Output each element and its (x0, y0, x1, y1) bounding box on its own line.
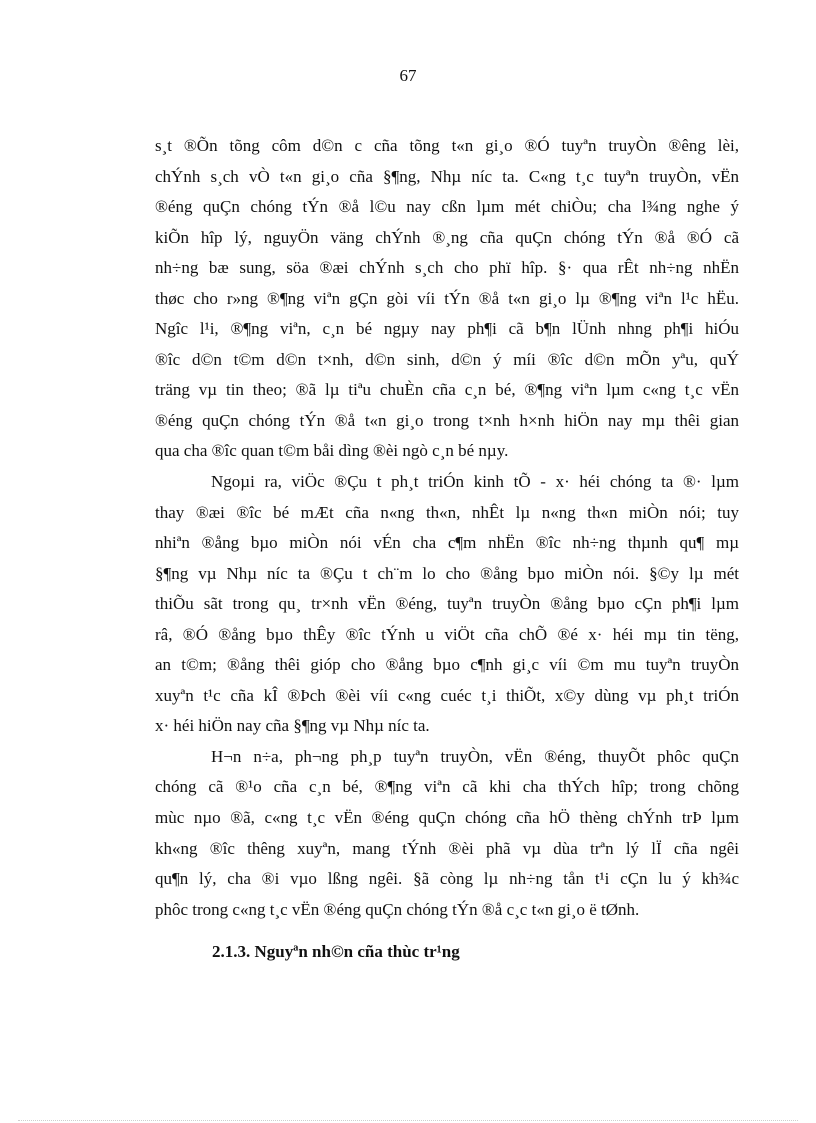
text-line: mùc nµo ®ã, c«ng t¸c vËn ®éng quÇn chóng cña hÖ thèng chÝnh trÞ lµm (155, 808, 739, 828)
text-line: thøc cho r»ng ®¶ng viªn gÇn gòi víi tÝn ®å t«n gi¸o lµ ®¶ng viªn l¹c hËu. (155, 288, 739, 308)
text-line: s¸t ®Õn tõng côm d©n c cña tõng t«n gi¸o ®Ó tuyªn truyÒn ®êng lèi, (155, 136, 739, 155)
text-line: qua cha ®îc quan t©m båi dìng ®èi ngò c¸n bé nµy. (155, 441, 509, 461)
page-bottom-divider (18, 1120, 798, 1121)
section-heading: 2.1.3. Nguyªn nh©n cña thùc tr¹ng (212, 942, 460, 961)
text-line: thiÕu sãt trong qu¸ tr×nh vËn ®éng, tuyªn truyÒn ®ång bµo cÇn ph¶i lµm (155, 594, 739, 614)
text-line: phôc trong c«ng t¸c vËn ®éng quÇn chóng tÝn ®å c¸c t«n gi¸o ë tØnh. (155, 899, 640, 919)
text-line: ®éng quÇn chóng tÝn ®å l©u nay cßn lµm mét chiÒu; cha l¾ng nghe ý (155, 197, 739, 217)
text-line: chóng cã ®¹o cña c¸n bé, ®¶ng viªn cã khi cha thÝch hîp; trong chõng (155, 777, 739, 797)
text-line: Ngoµi ra, viÖc ®Çu t ph¸t triÓn kinh tÕ - x· héi chóng ta ®· lµm (211, 472, 739, 492)
text-line: H¬n n÷a, ph¬ng ph¸p tuyªn truyÒn, vËn ®éng, thuyÕt phôc quÇn (211, 746, 739, 766)
text-line: thay ®æi ®îc bé mÆt cña n«ng th«n, nhÊt lµ n«ng th«n miÒn nói; tuy (155, 502, 739, 522)
text-line: Ngîc l¹i, ®¶ng viªn, c¸n bé ngµy nay ph¶i cã b¶n lÜnh nhng ph¶i hiÓu (155, 319, 739, 339)
text-line: nh÷ng bæ sung, söa ®æi chÝnh s¸ch cho phï hîp. §· qua rÊt nh÷ng nhËn (155, 258, 739, 278)
page-number: 67 (399, 66, 417, 85)
text-line: xuyªn t¹c cña kÎ ®Þch ®èi víi c«ng cuéc t¸i thiÕt, x©y dùng vµ ph¸t triÓn (155, 685, 739, 705)
body-text (155, 131, 739, 925)
text-line: chÝnh s¸ch vÒ t«n gi¸o cña §¶ng, Nhµ níc ta. C«ng t¸c tuyªn truyÒn, vËn (155, 166, 739, 186)
paragraph (155, 742, 739, 925)
text-line: kiÕn hîp lý, nguyÖn väng chÝnh ®¸ng cña quÇn chóng tÝn ®å ®Ó cã (155, 227, 739, 247)
text-line: träng vµ tin theo; ®ã lµ tiªu chuÈn cña c¸n bé, ®¶ng viªn lµm c«ng t¸c vËn (155, 380, 739, 400)
text-line: ®îc d©n t©m d©n t×nh, d©n sinh, d©n ý míi ®îc d©n mÕn yªu, quÝ (155, 349, 739, 369)
text-line: an t©m; ®ång thêi gióp cho ®ång bµo c¶nh gi¸c víi ©m mu tuyªn truyÒn (155, 655, 739, 675)
text-line: qu¶n lý, cha ®i vµo lßng ngêi. §ã còng lµ nh÷ng tån t¹i cÇn lu ý kh¾c (155, 869, 739, 889)
paragraph (155, 131, 739, 467)
text-line: kh«ng ®îc thêng xuyªn, mang tÝnh ®èi phã vµ dùa trªn lý lÏ cña ngêi (155, 838, 739, 858)
text-line: ®éng quÇn chóng tÝn ®å t«n gi¸o trong t×nh h×nh hiÖn nay mµ thêi gian (155, 410, 739, 430)
text-line: nhiªn ®ång bµo miÒn nói vÉn cha c¶m nhËn ®îc nh÷ng thµnh qu¶ mµ (155, 533, 739, 553)
text-line: x· héi hiÖn nay cña §¶ng vµ Nhµ níc ta. (155, 716, 430, 736)
paragraph (155, 467, 739, 742)
text-line: râ, ®Ó ®ång bµo thÊy ®îc tÝnh u viÖt cña chÕ ®é x· héi mµ tin tëng, (155, 624, 739, 644)
text-line: §¶ng vµ Nhµ níc ta ®Çu t ch¨m lo cho ®ång bµo miÒn nói. §©y lµ mét (155, 563, 739, 583)
